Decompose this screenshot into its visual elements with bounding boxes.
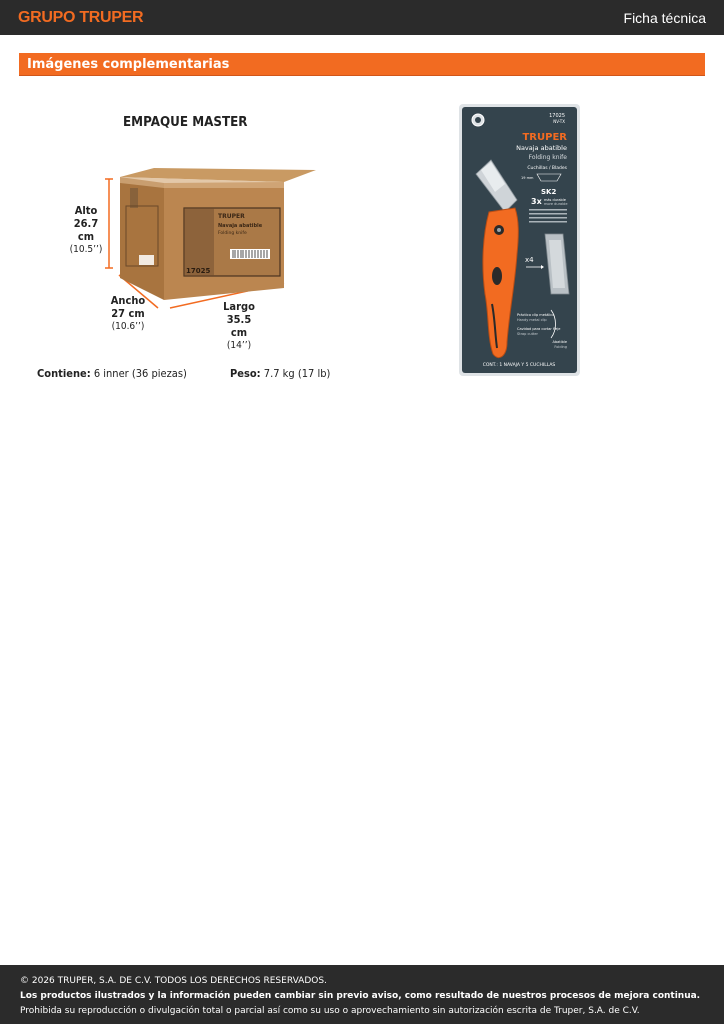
- box-product-es-print: Navaja abatible: [218, 223, 263, 229]
- package-name-en: Folding knife: [528, 154, 567, 161]
- cardboard-box-illustration: [100, 160, 330, 365]
- product-package-image: [459, 104, 580, 376]
- contents-value: 6 inner (36 piezas): [93, 367, 187, 380]
- package-durability-es: más durable: [544, 198, 566, 202]
- width-dimension: [109, 294, 147, 334]
- page-header: [0, 0, 724, 35]
- blister-package: [459, 104, 580, 376]
- height-metric: 26.7 cm: [73, 217, 99, 243]
- height-dimension: [68, 204, 104, 257]
- footer-notice: Los productos ilustrados y la información pueden cambiar sin previo aviso, como resultado de nuestros procesos de mejora continua.: [20, 991, 701, 1001]
- footer-prohibition: Prohibida su reproducción o divulgación total o parcial así como su uso o aprovechamiento sin autorización escrita de Truper, S.A. de C.V.: [20, 1006, 640, 1016]
- footer-copyright: © 2026 TRUPER, S.A. DE C.V. TODOS LOS DERECHOS RESERVADOS.: [20, 976, 327, 986]
- package-durability-en: more durable: [544, 202, 568, 206]
- package-steel: SK2: [541, 188, 557, 196]
- package-blade-count: x4: [525, 256, 534, 264]
- package-code: 17025: [549, 113, 565, 119]
- package-brand: TRUPER: [522, 132, 567, 143]
- package-clip-es: Práctico clip metálico: [517, 313, 555, 317]
- width-metric: 27 cm: [111, 307, 145, 320]
- box-brand-print: TRUPER: [218, 213, 245, 220]
- height-label: Alto: [74, 204, 98, 217]
- box-code-print: 17025: [186, 267, 211, 275]
- contents-info: [37, 367, 187, 380]
- package-model: NV-TX: [553, 119, 565, 124]
- package-folding-es: Abatible: [552, 340, 567, 344]
- weight-value: 7.7 kg (17 lb): [263, 367, 331, 380]
- package-clip-en: Handy metal clip: [517, 318, 547, 322]
- weight-info: [230, 367, 330, 380]
- brand-logo: GRUPO TRUPER: [18, 8, 144, 26]
- width-imperial: (10.6’’): [111, 321, 145, 332]
- package-strap-en: Strap cutter: [517, 332, 538, 336]
- contents-label: Contiene:: [37, 367, 91, 380]
- length-imperial: (14’’): [226, 340, 252, 351]
- package-name-es: Navaja abatible: [516, 144, 567, 152]
- section-header: [19, 53, 705, 76]
- package-blade-size: 19 mm: [521, 176, 534, 180]
- master-pack-title: EMPAQUE MASTER: [123, 115, 248, 130]
- master-pack-image: [30, 105, 360, 395]
- length-metric: 35.5 cm: [226, 313, 252, 339]
- document-type: Ficha técnica: [623, 9, 706, 26]
- width-label: Ancho: [110, 294, 146, 307]
- package-contents: CONT.: 1 NAVAJA Y 5 CUCHILLAS: [482, 363, 556, 368]
- package-strap-es: Cavidad para cortar fleje: [517, 327, 561, 331]
- length-label: Largo: [223, 300, 255, 313]
- page-footer: [0, 965, 724, 1024]
- package-blades-label: Cuchillas / Blades: [527, 166, 567, 171]
- weight-label: Peso:: [230, 367, 261, 380]
- length-dimension: [218, 300, 259, 353]
- height-imperial: (10.5’’): [69, 244, 103, 255]
- box-product-en-print: Folding knife: [218, 231, 247, 236]
- package-folding-en: Folding: [554, 345, 567, 349]
- section-title: Imágenes complementarias: [27, 56, 230, 72]
- package-durability: 3x: [531, 197, 542, 206]
